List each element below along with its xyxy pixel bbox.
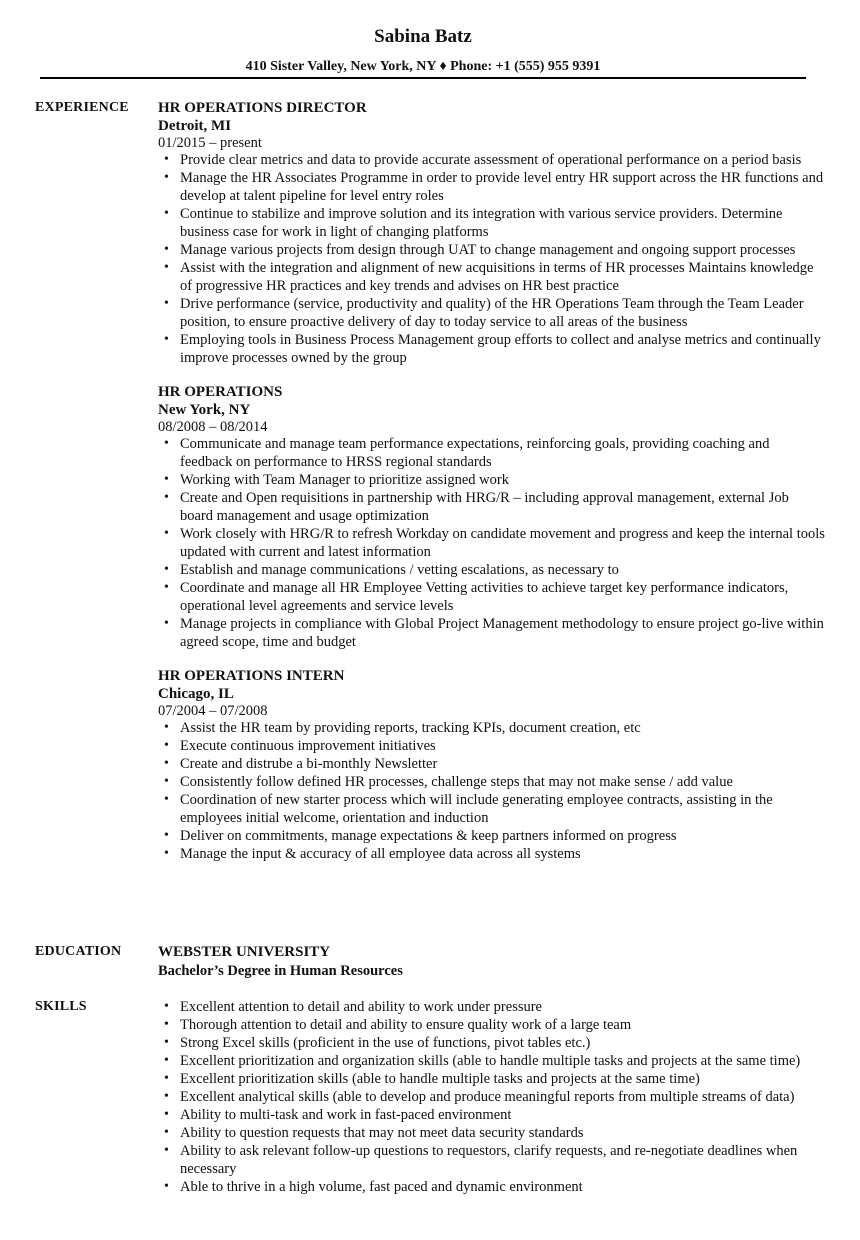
bullet-item: • Coordinate and manage all HR Employee Vetting activities to achieve target key performance indicators, operational level agreements and service levels <box>158 579 825 615</box>
bullet-item: • Coordination of new starter process which will include generating employee contracts, assisting in the employees initial welcome, orientation and induction <box>158 791 825 827</box>
bullet-item: • Working with Team Manager to prioritize assigned work <box>158 471 825 489</box>
job-title: HR OPERATIONS INTERN <box>158 668 345 684</box>
skill-item: • Excellent attention to detail and ability to work under pressure <box>158 998 825 1016</box>
bullet-item: • Provide clear metrics and data to provide accurate assessment of operational performance on a period basis <box>158 151 825 169</box>
skill-item: • Able to thrive in a high volume, fast paced and dynamic environment <box>158 1178 825 1196</box>
section-label-skills: SKILLS <box>35 999 87 1014</box>
school-name: WEBSTER UNIVERSITY <box>158 944 331 960</box>
bullet-item: • Work closely with HRG/R to refresh Workday on candidate movement and progress and keep the internal tools updated with current and latest information <box>158 525 825 561</box>
job-dates: 01/2015 – present <box>158 135 262 151</box>
bullet-item: • Manage the HR Associates Programme in order to provide level entry HR support across the HR functions and develop at talent pipeline for level entry roles <box>158 169 825 205</box>
bullet-item: • Deliver on commitments, manage expectations & keep partners informed on progress <box>158 827 825 845</box>
candidate-name: Sabina Batz <box>374 26 472 47</box>
job-bullets <box>158 151 825 367</box>
bullet-item: • Manage projects in compliance with Global Project Management methodology to ensure project go-live within agreed scope, time and budget <box>158 615 825 651</box>
job-location: New York, NY <box>158 402 251 418</box>
bullet-item: • Create and Open requisitions in partnership with HRG/R – including approval management, external Job board management and usage optimization <box>158 489 825 525</box>
skill-item: • Excellent analytical skills (able to develop and produce meaningful reports from multiple streams of data) <box>158 1088 825 1106</box>
bullet-item: • Manage various projects from design through UAT to change management and ongoing support processes <box>158 241 825 259</box>
job-location: Chicago, IL <box>158 686 234 702</box>
bullet-item: • Communicate and manage team performance expectations, reinforcing goals, providing coaching and feedback on performance to HRSS regional standards <box>158 435 825 471</box>
section-label-education: EDUCATION <box>35 944 122 959</box>
bullet-item: • Consistently follow defined HR processes, challenge steps that may not make sense / add value <box>158 773 825 791</box>
skill-item: • Strong Excel skills (proficient in the use of functions, pivot tables etc.) <box>158 1034 825 1052</box>
section-label-experience: EXPERIENCE <box>35 100 129 115</box>
bullet-item: • Assist the HR team by providing reports, tracking KPIs, document creation, etc <box>158 719 825 737</box>
header-divider <box>40 77 806 79</box>
bullet-item: • Assist with the integration and alignment of new acquisitions in terms of HR processes Maintains knowledge of progressive HR practices and key trends and advises on HR best practice <box>158 259 825 295</box>
bullet-item: • Continue to stabilize and improve solution and its integration with various service providers. Determine business case for work in light of changing platforms <box>158 205 825 241</box>
skills-list <box>158 998 825 1196</box>
skill-item: • Ability to multi-task and work in fast-paced environment <box>158 1106 825 1124</box>
bullet-item: • Establish and manage communications / vetting escalations, as necessary to <box>158 561 825 579</box>
job-entry <box>158 667 825 863</box>
experience-list <box>158 99 825 879</box>
job-entry <box>158 99 825 367</box>
education-entry <box>158 943 825 981</box>
bullet-item: • Employing tools in Business Process Management group efforts to collect and analyse metrics and continually improve processes owned by the group <box>158 331 825 367</box>
skill-item: • Thorough attention to detail and ability to ensure quality work of a large team <box>158 1016 825 1034</box>
job-entry <box>158 383 825 651</box>
degree-name: Bachelor’s Degree in Human Resources <box>158 963 403 979</box>
bullet-item: • Manage the input & accuracy of all employee data across all systems <box>158 845 825 863</box>
contact-line: 410 Sister Valley, New York, NY ♦ Phone: +1 (555) 955 9391 <box>245 59 601 74</box>
job-bullets <box>158 435 825 651</box>
resume-header <box>40 25 806 77</box>
job-location: Detroit, MI <box>158 118 232 134</box>
skill-item: • Ability to ask relevant follow-up questions to requestors, clarify requests, and re-negotiate deadlines when necessary <box>158 1142 825 1178</box>
skill-item: • Ability to question requests that may not meet data security standards <box>158 1124 825 1142</box>
bullet-item: • Drive performance (service, productivity and quality) of the HR Operations Team through the Team Leader position, to ensure proactive delivery of day to today service to all areas of the business <box>158 295 825 331</box>
skill-item: • Excellent prioritization skills (able to handle multiple tasks and projects at the same time) <box>158 1070 825 1088</box>
bullet-item: • Create and distrube a bi-monthly Newsletter <box>158 755 825 773</box>
job-dates: 07/2004 – 07/2008 <box>158 703 268 719</box>
skill-bullets <box>158 998 825 1196</box>
job-title: HR OPERATIONS DIRECTOR <box>158 100 367 116</box>
job-title: HR OPERATIONS <box>158 384 283 400</box>
job-bullets <box>158 719 825 863</box>
skill-item: • Excellent prioritization and organization skills (able to handle multiple tasks and projects at the same time) <box>158 1052 825 1070</box>
bullet-item: • Execute continuous improvement initiatives <box>158 737 825 755</box>
job-dates: 08/2008 – 08/2014 <box>158 419 268 435</box>
